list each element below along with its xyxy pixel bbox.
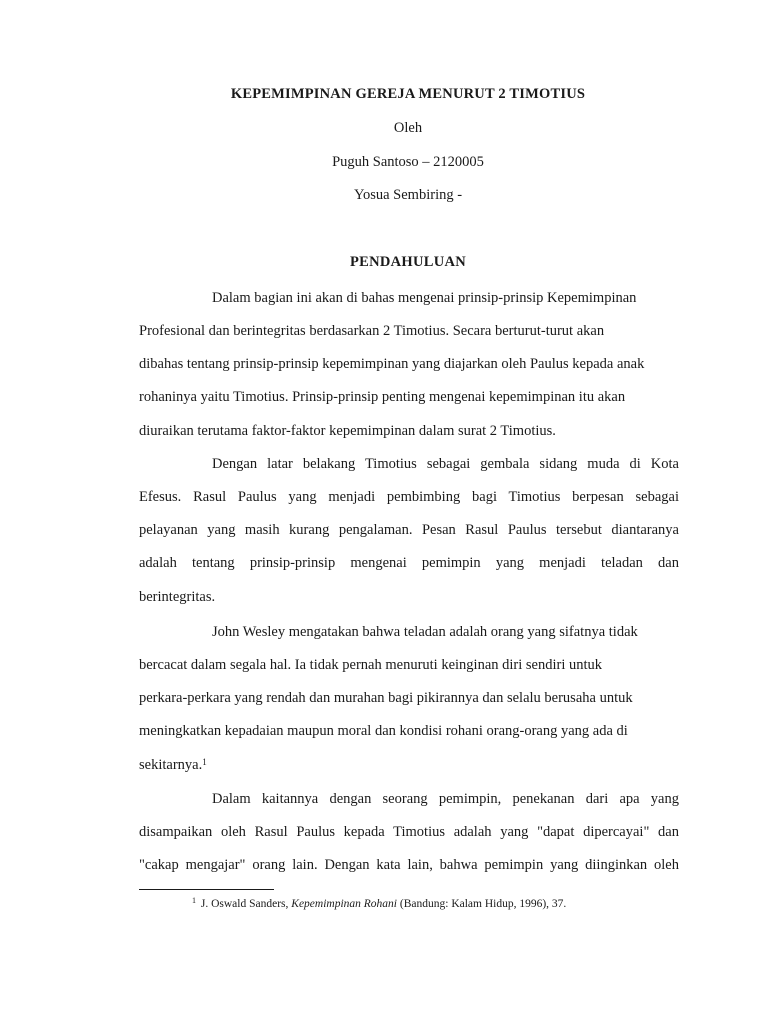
paragraph-line: meningkatkan kepadaian maupun moral dan kondisi rohani orang-orang yang ada di	[139, 723, 628, 739]
footnote	[192, 898, 566, 910]
paragraph-line-text: sekitarnya.	[139, 757, 203, 773]
paragraph-line: "cakap mengajar" orang lain. Dengan kata lain, bahwa pemimpin yang diinginkan oleh	[139, 857, 679, 873]
paragraph-line: berintegritas.	[139, 589, 216, 605]
paragraph-line: adalah tentang prinsip-prinsip mengenai pemimpin yang menjadi teladan dan	[139, 555, 679, 571]
paragraph-line: Dalam bagian ini akan di bahas mengenai prinsip-prinsip Kepemimpinan	[212, 290, 637, 306]
paragraph-line: dibahas tentang prinsip-prinsip kepemimpinan yang diajarkan oleh Paulus kepada anak	[139, 356, 645, 372]
paragraph-line: John Wesley mengatakan bahwa teladan adalah orang yang sifatnya tidak	[212, 624, 638, 640]
paragraph-line: diuraikan terutama faktor-faktor kepemimpinan dalam surat 2 Timotius.	[139, 423, 556, 439]
author-1: Puguh Santoso – 2120005	[332, 154, 484, 170]
footnote-separator	[139, 889, 274, 890]
paragraph-line: perkara-perkara yang rendah dan murahan bagi pikirannya dan selalu berusaha untuk	[139, 690, 633, 706]
paragraph-line: Dalam kaitannya dengan seorang pemimpin, penekanan dari apa yang	[212, 791, 679, 807]
section-heading: PENDAHULUAN	[349, 254, 467, 270]
footnote-book-title: Kepemimpinan Rohani	[291, 898, 398, 910]
paragraph-line: Profesional dan berintegritas berdasarkan 2 Timotius. Secara berturut-turut akan	[139, 323, 605, 339]
paragraph-line: disampaikan oleh Rasul Paulus kepada Timotius adalah yang "dapat dipercayai" dan	[139, 824, 679, 840]
footnote-reference: 1	[202, 757, 207, 767]
footnote-number: 1	[192, 896, 196, 905]
paragraph-line: Dengan latar belakang Timotius sebagai gembala sidang muda di Kota	[212, 456, 679, 472]
paragraph-line: Efesus. Rasul Paulus yang menjadi pembimbing bagi Timotius berpesan sebagai	[139, 489, 679, 505]
paragraph-line: pelayanan yang masih kurang pengalaman. Pesan Rasul Paulus tersebut diantaranya	[139, 522, 679, 538]
paragraph-line: bercacat dalam segala hal. Ia tidak pernah menuruti keinginan diri sendiri untuk	[139, 657, 603, 673]
paragraph-line-with-ref	[139, 755, 679, 775]
footnote-author: J. Oswald Sanders,	[200, 898, 289, 910]
paragraph-line: rohaninya yaitu Timotius. Prinsip-prinsip penting mengenai kepemimpinan itu akan	[139, 389, 626, 405]
footnote-publication: (Bandung: Kalam Hidup, 1996), 37.	[399, 898, 567, 910]
byline-label: Oleh	[393, 120, 423, 136]
document-title: KEPEMIMPINAN GEREJA MENURUT 2 TIMOTIUS	[230, 86, 586, 102]
author-2: Yosua Sembiring -	[353, 187, 463, 203]
